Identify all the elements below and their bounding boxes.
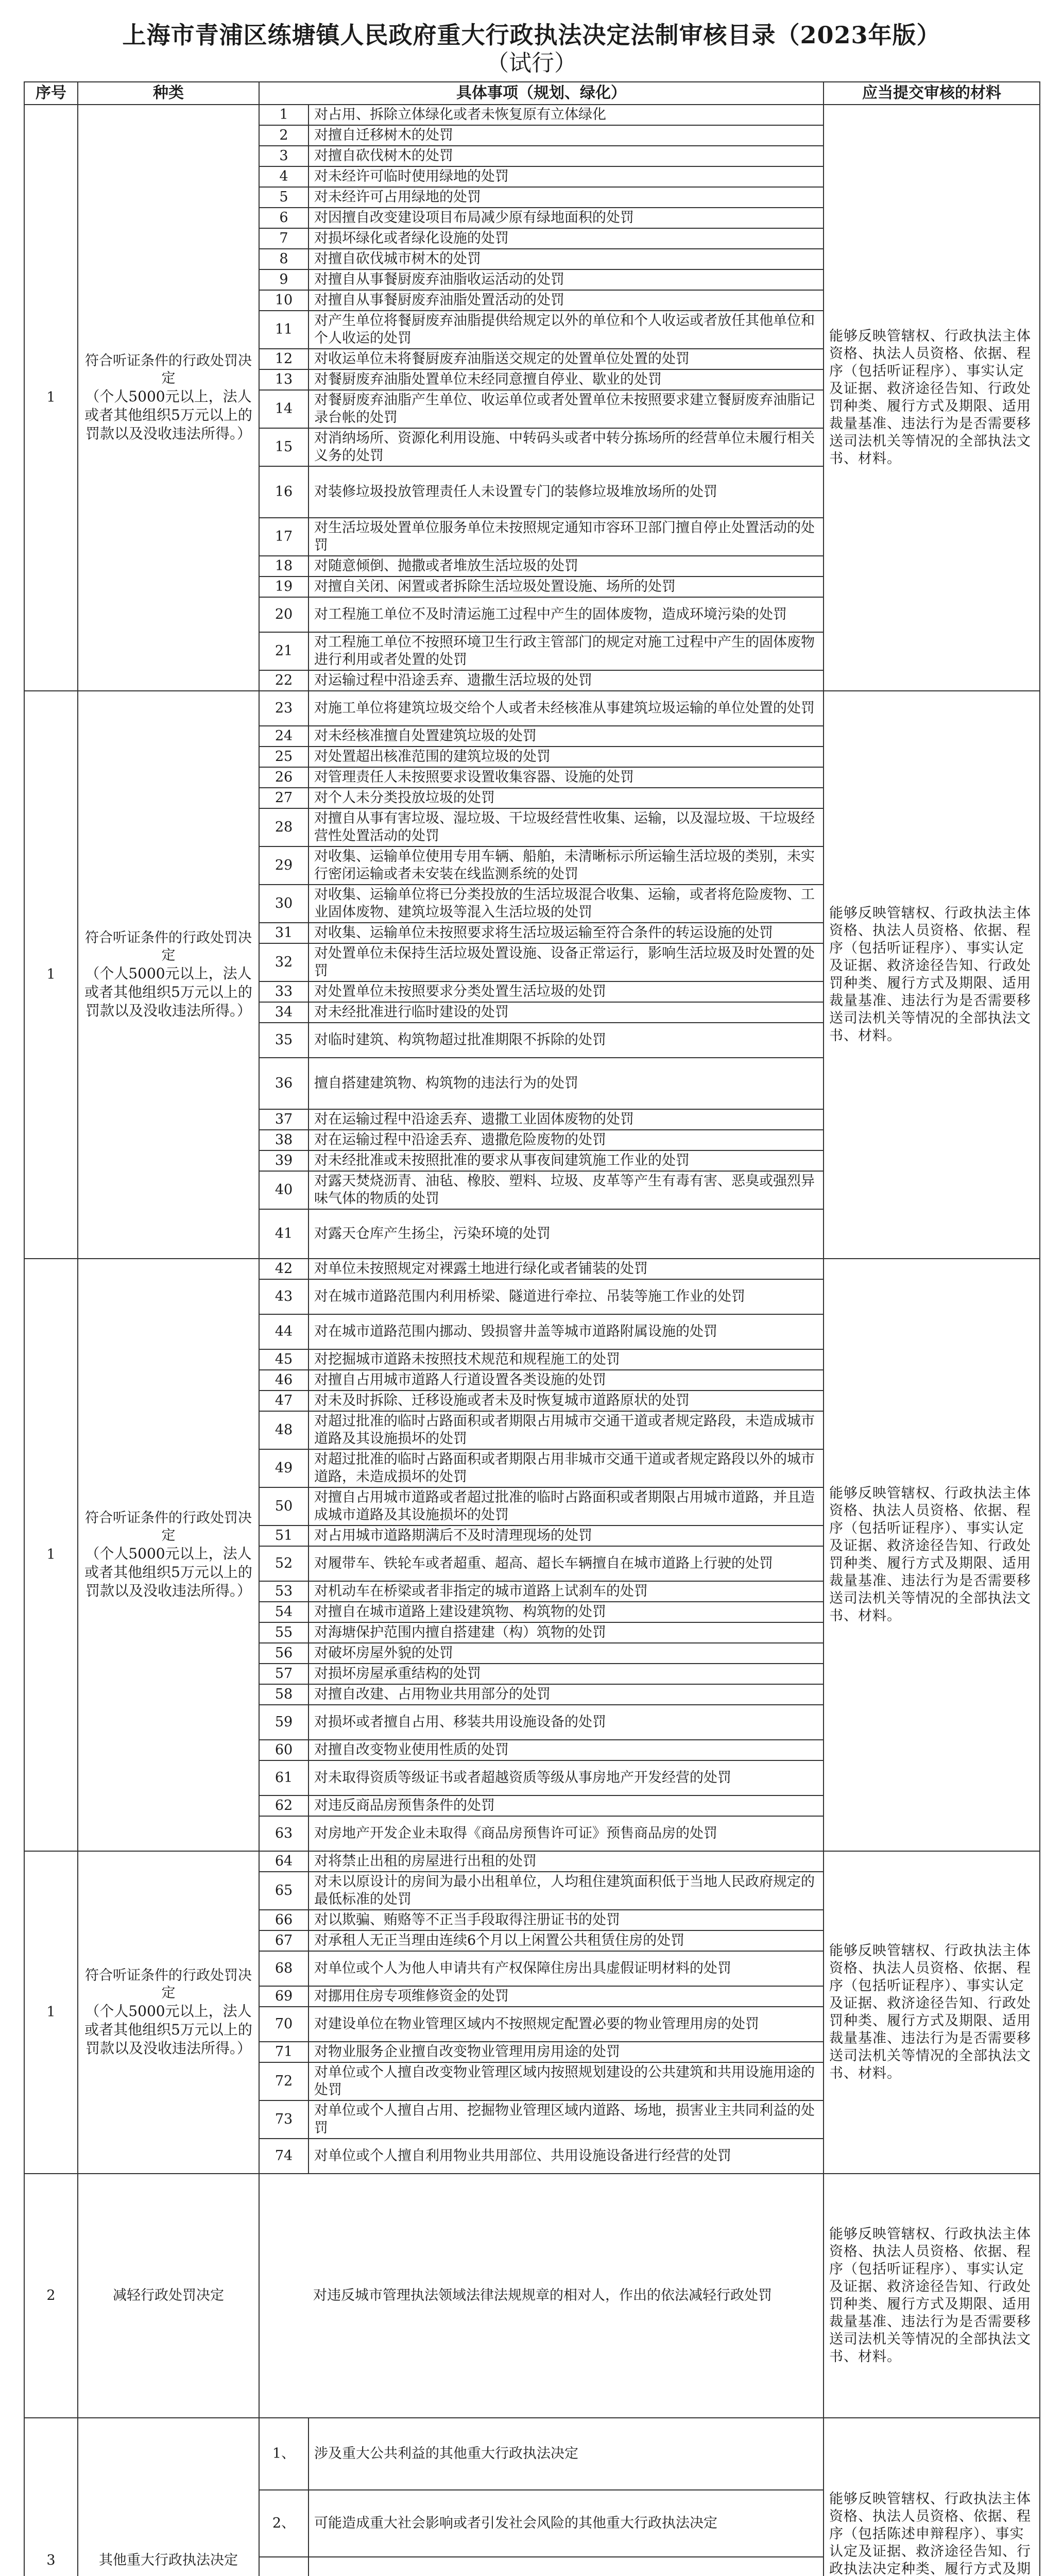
item-number: 70 (259, 2007, 308, 2042)
item-number: 46 (259, 1370, 308, 1391)
item-number: 53 (259, 1581, 308, 1602)
item-number: 50 (259, 1487, 308, 1526)
item-text: 对损坏或者擅自占用、移装共用设施设备的处罚 (308, 1705, 824, 1740)
table-row (24, 2174, 1040, 2418)
item-text: 对海塘保护范围内擅自搭建建（构）筑物的处罚 (308, 1622, 824, 1643)
item-text: 对随意倾倒、抛撒或者堆放生活垃圾的处罚 (308, 556, 824, 577)
item-number: 3 (259, 146, 308, 166)
item-text: 擅自搭建建筑物、构筑物的违法行为的处罚 (308, 1058, 824, 1109)
item-text: 对装修垃圾投放管理责任人未设置专门的装修垃圾堆放场所的处罚 (308, 466, 824, 518)
item-text: 对餐厨废弃油脂产生单位、收运单位或者处置单位未按照要求建立餐厨废弃油脂记录台帐的处罚 (308, 390, 824, 428)
item-number: 56 (259, 1643, 308, 1664)
item-text: 对消纳场所、资源化利用设施、中转码头或者中转分拣场所的经营单位未履行相关义务的处罚 (308, 428, 824, 466)
item-text: 对挪用住房专项维修资金的处罚 (308, 1986, 824, 2007)
section3-seq: 3 (24, 2418, 78, 2576)
item-number: 2、 (259, 2490, 308, 2557)
table-header-row (24, 82, 1040, 105)
item-text: 对破坏房屋外貌的处罚 (308, 1643, 824, 1664)
document-title: 上海市青浦区练塘镇人民政府重大行政执法决定法制审核目录（2023年版） (122, 21, 941, 49)
item-text: 对擅自从事餐厨废弃油脂处置活动的处罚 (308, 290, 824, 311)
item-number: 34 (259, 1002, 308, 1023)
item-number: 31 (259, 923, 308, 943)
item-text: 对工程施工单位不及时清运施工过程中产生的固体废物，造成环境污染的处罚 (308, 597, 824, 632)
item-text: 对超过批准的临时占路面积或者期限占用非城市交通干道或者规定路段以外的城市道路，未造成损坏的处罚 (308, 1449, 824, 1487)
item-text: 对擅自改变物业使用性质的处罚 (308, 1740, 824, 1760)
item-number: 2 (259, 125, 308, 146)
document-subtitle: （试行） (486, 50, 577, 76)
item-number: 48 (259, 1411, 308, 1449)
item-number: 62 (259, 1795, 308, 1816)
item-number: 21 (259, 632, 308, 670)
item-text: 对单位或个人擅自占用、挖掘物业管理区域内道路、场地，损害业主共同利益的处罚 (308, 2100, 824, 2139)
item-text: 对擅自迁移树木的处罚 (308, 125, 824, 146)
item-text: 对收运单位未将餐厨废弃油脂送交规定的处置单位处置的处罚 (308, 349, 824, 369)
section-seq: 1 (24, 1851, 78, 2174)
item-text: 对占用、拆除立体绿化或者未恢复原有立体绿化 (308, 105, 824, 125)
section-seq: 1 (24, 105, 78, 691)
item-number: 37 (259, 1109, 308, 1130)
item-number: 4 (259, 166, 308, 187)
item-text: 对损坏房屋承重结构的处罚 (308, 1664, 824, 1684)
item-number: 72 (259, 2062, 308, 2100)
item-number: 26 (259, 767, 308, 788)
item-text: 对单位或个人为他人申请共有产权保障住房出具虚假证明材料的处罚 (308, 1951, 824, 1986)
item-number: 71 (259, 2042, 308, 2062)
item-text: 对收集、运输单位未按照要求将生活垃圾运输至符合条件的转运设施的处罚 (308, 923, 824, 943)
section3-materials: 能够反映管辖权、行政执法主体资格、执法人员资格、依据、程序（包括陈述申辩程序）、事实认定及证据、救济途径告知、行政执法决定种类、履行方式及期 (824, 2418, 1040, 2576)
item-number: 64 (259, 1851, 308, 1872)
item-number: 51 (259, 1526, 308, 1546)
item-text: 对施工单位将建筑垃圾交给个人或者未经核准从事建筑垃圾运输的单位处置的处罚 (308, 691, 824, 726)
section-kind-note: （个人5000元以上，法人或者其他组织5万元以上的罚款以及没收违法所得。） (84, 388, 252, 442)
item-text: 对擅自改建、占用物业共用部分的处罚 (308, 1684, 824, 1705)
item-text: 对临时建筑、构筑物超过批准期限不拆除的处罚 (308, 1023, 824, 1058)
item-number: 1、 (259, 2418, 308, 2490)
item-number: 74 (259, 2139, 308, 2174)
item-number: 30 (259, 885, 308, 923)
item-text: 对违反商品房预售条件的处罚 (308, 1795, 824, 1816)
table-row (24, 105, 1040, 125)
col-header-items: 具体事项（规划、绿化） (259, 82, 824, 105)
item-text: 对管理责任人未按照要求设置收集容器、设施的处罚 (308, 767, 824, 788)
item-number: 55 (259, 1622, 308, 1643)
item-number: 66 (259, 1910, 308, 1930)
section-materials: 能够反映管辖权、行政执法主体资格、执法人员资格、依据、程序（包括听证程序）、事实认定及证据、救济途径告知、行政处罚种类、履行方式及期限、适用裁量基准、违法行为是否需要移送司法机关等情况的全部执法文书、材料。 (824, 691, 1040, 1259)
item-text: 对工程施工单位不按照环境卫生行政主管部门的规定对施工过程中产生的固体废物进行利用或者处置的处罚 (308, 632, 824, 670)
section-kind (78, 1259, 259, 1851)
item-text: 对餐厨废弃油脂处置单位未经同意擅自停业、歇业的处罚 (308, 369, 824, 390)
item-text: 对挖掘城市道路未按照技术规范和规程施工的处罚 (308, 1349, 824, 1370)
item-text: 对未经核准擅自处置建筑垃圾的处罚 (308, 726, 824, 747)
item-text: 对擅自从事有害垃圾、湿垃圾、干垃圾经营性收集、运输，以及湿垃圾、干垃圾经营性处置活动的处罚 (308, 808, 824, 846)
item-number: 40 (259, 1171, 308, 1209)
section-materials: 能够反映管辖权、行政执法主体资格、执法人员资格、依据、程序（包括听证程序）、事实认定及证据、救济途径告知、行政处罚种类、履行方式及期限、适用裁量基准、违法行为是否需要移送司法机关等情况的全部执法文书、材料。 (824, 105, 1040, 691)
item-text: 对个人未分类投放垃圾的处罚 (308, 788, 824, 808)
item-text: 对单位或个人擅自利用物业共用部位、共用设施设备进行经营的处罚 (308, 2139, 824, 2174)
item-text: 对未取得资质等级证书或者超越资质等级从事房地产开发经营的处罚 (308, 1760, 824, 1795)
item-number: 7 (259, 228, 308, 249)
item-number: 45 (259, 1349, 308, 1370)
item-text: 可能造成重大社会影响或者引发社会风险的其他重大行政执法决定 (308, 2490, 824, 2557)
section-materials: 能够反映管辖权、行政执法主体资格、执法人员资格、依据、程序（包括听证程序）、事实认定及证据、救济途径告知、行政处罚种类、履行方式及期限、适用裁量基准、违法行为是否需要移送司法机关等情况的全部执法文书、材料。 (824, 1851, 1040, 2174)
section2-seq: 2 (24, 2174, 78, 2418)
item-number: 18 (259, 556, 308, 577)
item-number: 28 (259, 808, 308, 846)
item-number: 59 (259, 1705, 308, 1740)
item-text: 对擅自从事餐厨废弃油脂收运活动的处罚 (308, 269, 824, 290)
item-text: 对擅自占用城市道路人行道设置各类设施的处罚 (308, 1370, 824, 1391)
col-header-materials: 应当提交审核的材料 (824, 82, 1040, 105)
item-text: 对单位或个人擅自改变物业管理区域内按照规划建设的公共建筑和共用设施用途的处罚 (308, 2062, 824, 2100)
item-number: 12 (259, 349, 308, 369)
item-text: 对超过批准的临时占路面积或者期限占用城市交通干道或者规定路段，未造成城市道路及其设施损坏的处罚 (308, 1411, 824, 1449)
section-kind-note: （个人5000元以上，法人或者其他组织5万元以上的罚款以及没收违法所得。） (84, 1545, 252, 1599)
table-body (24, 105, 1040, 2576)
item-text: 对未经批准或未按照批准的要求从事夜间建筑施工作业的处罚 (308, 1150, 824, 1171)
item-text: 对未经许可临时使用绿地的处罚 (308, 166, 824, 187)
item-text: 对房地产开发企业未取得《商品房预售许可证》预售商品房的处罚 (308, 1816, 824, 1851)
item-text: 对处置单位未保持生活垃圾处置设施、设备正常运行，影响生活垃圾及时处置的处罚 (308, 943, 824, 981)
item-number: 25 (259, 747, 308, 767)
item-number: 27 (259, 788, 308, 808)
item-number: 69 (259, 1986, 308, 2007)
item-text: 对擅自在城市道路上建设建筑物、构筑物的处罚 (308, 1602, 824, 1622)
table-row (24, 1259, 1040, 1279)
section-kind-main: 符合听证条件的行政处罚决定 (85, 353, 252, 386)
col-header-seq: 序号 (24, 82, 78, 105)
item-text: 对擅自占用城市道路或者超过批准的临时占路面积或者期限占用城市道路，并且造成城市道路及其设施损坏的处罚 (308, 1487, 824, 1526)
item-number: 73 (259, 2100, 308, 2139)
item-text: 对单位未按照规定对裸露土地进行绿化或者铺装的处罚 (308, 1259, 824, 1279)
item-text: 对在运输过程中沿途丢弃、遗撒工业固体废物的处罚 (308, 1109, 824, 1130)
item-number: 5 (259, 187, 308, 208)
section-kind-main: 符合听证条件的行政处罚决定 (85, 1510, 252, 1544)
item-text: 对擅自砍伐树木的处罚 (308, 146, 824, 166)
item-text: 对在运输过程中沿途丢弃、遗撒危险废物的处罚 (308, 1130, 824, 1150)
item-text (308, 2557, 824, 2576)
item-number: 38 (259, 1130, 308, 1150)
item-number: 10 (259, 290, 308, 311)
item-number: 36 (259, 1058, 308, 1109)
item-text: 涉及重大公共利益的其他重大行政执法决定 (308, 2418, 824, 2490)
item-text: 对处置单位未按照要求分类处置生活垃圾的处罚 (308, 981, 824, 1002)
item-number: 1 (259, 105, 308, 125)
item-text: 对损坏绿化或者绿化设施的处罚 (308, 228, 824, 249)
section-kind (78, 1851, 259, 2174)
item-number: 67 (259, 1930, 308, 1951)
item-text: 对未及时拆除、迁移设施或者未及时恢复城市道路原状的处罚 (308, 1391, 824, 1411)
item-text: 对在城市道路范围内挪动、毁损窨井盖等城市道路附属设施的处罚 (308, 1314, 824, 1349)
item-text: 对未经许可占用绿地的处罚 (308, 187, 824, 208)
table-row (24, 1851, 1040, 1872)
item-number: 33 (259, 981, 308, 1002)
item-number: 49 (259, 1449, 308, 1487)
section-kind-main: 符合听证条件的行政处罚决定 (85, 930, 252, 963)
item-number: 19 (259, 577, 308, 597)
item-number: 68 (259, 1951, 308, 1986)
item-text: 对建设单位在物业管理区域内不按照规定配置必要的物业管理用房的处罚 (308, 2007, 824, 2042)
item-text: 对未经批准进行临时建设的处罚 (308, 1002, 824, 1023)
item-number: 47 (259, 1391, 308, 1411)
section2-materials: 能够反映管辖权、行政执法主体资格、执法人员资格、依据、程序（包括听证程序）、事实认定及证据、救济途径告知、行政处罚种类、履行方式及期限、适用裁量基准、违法行为是否需要移送司法机关等情况的全部执法文书、材料。 (824, 2174, 1040, 2418)
item-number: 42 (259, 1259, 308, 1279)
item-number: 58 (259, 1684, 308, 1705)
item-text: 对露天仓库产生扬尘，污染环境的处罚 (308, 1209, 824, 1259)
item-number: 8 (259, 249, 308, 269)
item-number: 60 (259, 1740, 308, 1760)
item-number: 44 (259, 1314, 308, 1349)
item-text: 对机动车在桥梁或者非指定的城市道路上试刹车的处罚 (308, 1581, 824, 1602)
table-row (24, 691, 1040, 726)
item-number: 65 (259, 1872, 308, 1910)
item-number: 20 (259, 597, 308, 632)
section-kind (78, 105, 259, 691)
section-kind-main: 符合听证条件的行政处罚决定 (85, 1968, 252, 2001)
item-number: 61 (259, 1760, 308, 1795)
item-text: 对占用城市道路期满后不及时清理现场的处罚 (308, 1526, 824, 1546)
item-number: 52 (259, 1546, 308, 1581)
item-text: 对因擅自改变建设项目布局减少原有绿地面积的处罚 (308, 208, 824, 228)
item-text: 对处置超出核准范围的建筑垃圾的处罚 (308, 747, 824, 767)
item-number: 54 (259, 1602, 308, 1622)
table-row (24, 2418, 1040, 2490)
item-number: 16 (259, 466, 308, 518)
item-text: 对物业服务企业擅自改变物业管理用房用途的处罚 (308, 2042, 824, 2062)
item-number: 15 (259, 428, 308, 466)
item-number: 39 (259, 1150, 308, 1171)
review-catalog-table (24, 81, 1040, 2576)
item-number: 24 (259, 726, 308, 747)
section-seq: 1 (24, 691, 78, 1259)
item-number: 41 (259, 1209, 308, 1259)
item-text: 对收集、运输单位将已分类投放的生活垃圾混合收集、运输，或者将危险废物、工业固体废物、建筑垃圾等混入生活垃圾的处罚 (308, 885, 824, 923)
item-number: 14 (259, 390, 308, 428)
section2-item: 对违反城市管理执法领域法律法规规章的相对人，作出的依法减轻行政处罚 (259, 2174, 824, 2418)
item-number: 43 (259, 1279, 308, 1314)
item-text: 对擅自砍伐城市树木的处罚 (308, 249, 824, 269)
item-text: 对履带车、铁轮车或者超重、超高、超长车辆擅自在城市道路上行驶的处罚 (308, 1546, 824, 1581)
item-number: 35 (259, 1023, 308, 1058)
col-header-kind: 种类 (78, 82, 259, 105)
item-number: 17 (259, 518, 308, 556)
item-text: 对在城市道路范围内利用桥梁、隧道进行牵拉、吊装等施工作业的处罚 (308, 1279, 824, 1314)
section-kind (78, 691, 259, 1259)
item-number: 23 (259, 691, 308, 726)
item-text: 对生活垃圾处置单位服务单位未按照规定通知市容环卫部门擅自停止处置活动的处罚 (308, 518, 824, 556)
item-text: 对承租人无正当理由连续6个月以上闲置公共租赁住房的处罚 (308, 1930, 824, 1951)
item-number: 63 (259, 1816, 308, 1851)
item-number: 57 (259, 1664, 308, 1684)
item-number: 29 (259, 846, 308, 885)
item-text: 对运输过程中沿途丢弃、遗撒生活垃圾的处罚 (308, 670, 824, 691)
item-text: 对将禁止出租的房屋进行出租的处罚 (308, 1851, 824, 1872)
item-text: 对以欺骗、贿赂等不正当手段取得注册证书的处罚 (308, 1910, 824, 1930)
item-number (259, 2557, 308, 2576)
section2-kind: 减轻行政处罚决定 (78, 2174, 259, 2418)
item-number: 9 (259, 269, 308, 290)
item-text: 对收集、运输单位使用专用车辆、船舶，未清晰标示所运输生活垃圾的类别，未实行密闭运输或者未安装在线监测系统的处罚 (308, 846, 824, 885)
item-text: 对产生单位将餐厨废弃油脂提供给规定以外的单位和个人收运或者放任其他单位和个人收运的处罚 (308, 311, 824, 349)
item-number: 13 (259, 369, 308, 390)
section3-kind: 其他重大行政执法决定 (78, 2418, 259, 2576)
item-number: 6 (259, 208, 308, 228)
section-kind-note: （个人5000元以上，法人或者其他组织5万元以上的罚款以及没收违法所得。） (84, 2003, 252, 2057)
item-text: 对擅自关闭、闲置或者拆除生活垃圾处置设施、场所的处罚 (308, 577, 824, 597)
item-text: 对未以原设计的房间为最小出租单位，人均租住建筑面积低于当地人民政府规定的最低标准的处罚 (308, 1872, 824, 1910)
item-number: 11 (259, 311, 308, 349)
item-number: 22 (259, 670, 308, 691)
section-kind-note: （个人5000元以上，法人或者其他组织5万元以上的罚款以及没收违法所得。） (84, 965, 252, 1019)
item-text: 对露天焚烧沥青、油毡、橡胶、塑料、垃圾、皮革等产生有毒有害、恶臭或强烈异味气体的物质的处罚 (308, 1171, 824, 1209)
section-materials: 能够反映管辖权、行政执法主体资格、执法人员资格、依据、程序（包括听证程序）、事实认定及证据、救济途径告知、行政处罚种类、履行方式及期限、适用裁量基准、违法行为是否需要移送司法机关等情况的全部执法文书、材料。 (824, 1259, 1040, 1851)
section-seq: 1 (24, 1259, 78, 1851)
item-number: 32 (259, 943, 308, 981)
